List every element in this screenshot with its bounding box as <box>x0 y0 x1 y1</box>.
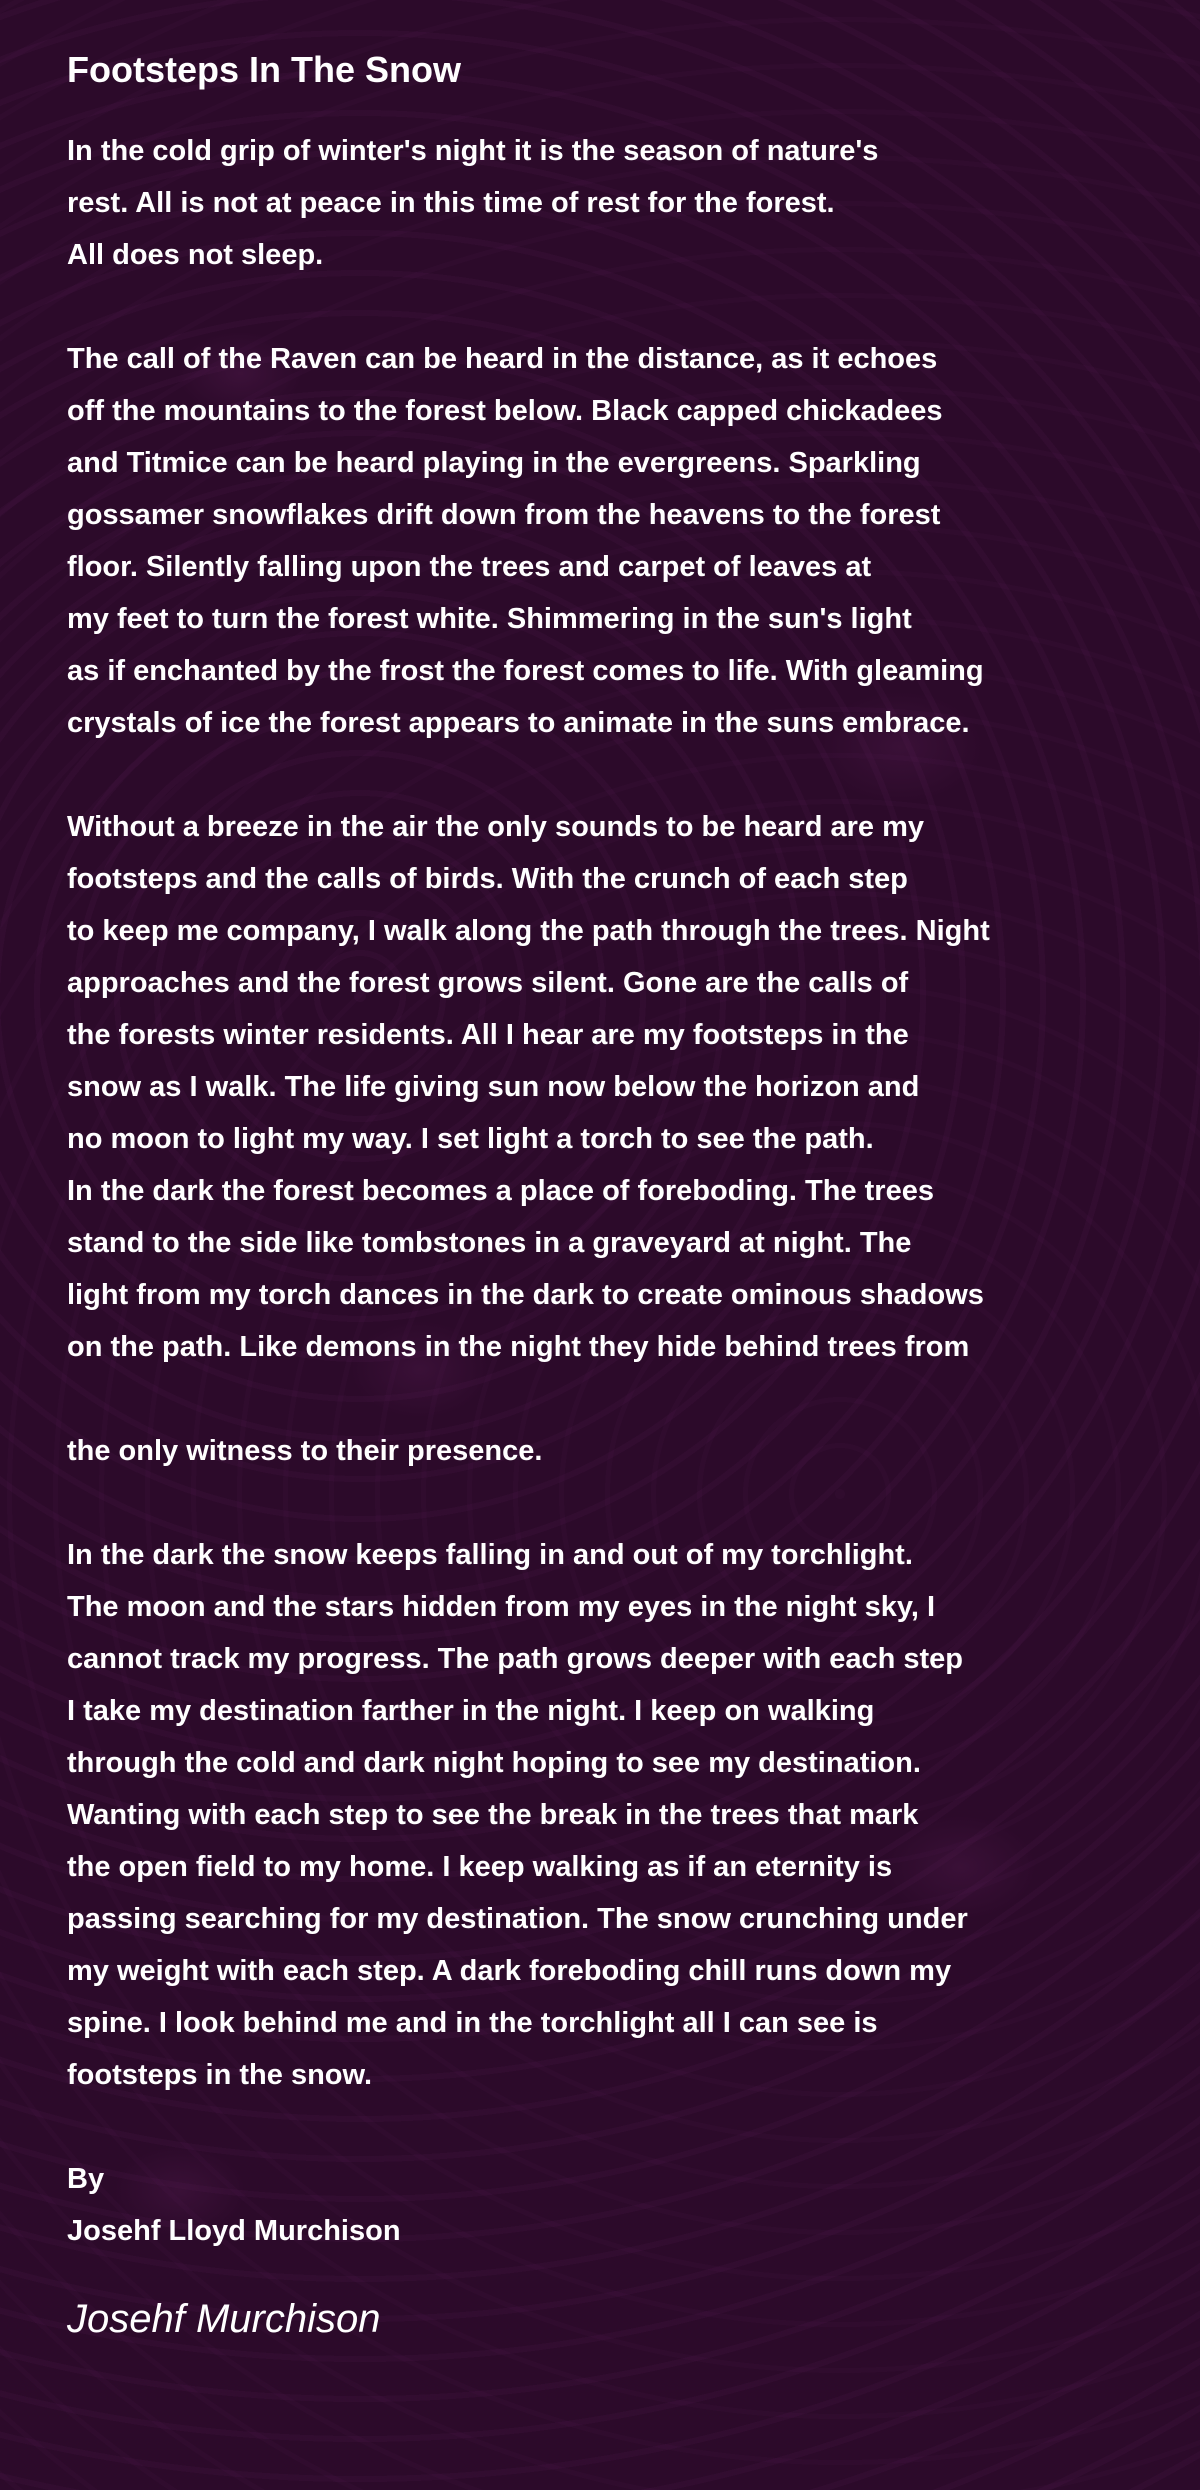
poem-line: as if enchanted by the frost the forest comes to life. With gleaming <box>67 655 984 688</box>
author-signature: Josehf Murchison <box>67 2297 381 2342</box>
poem-line: the forests winter residents. All I hear are my footsteps in the <box>67 1019 909 1052</box>
poem-line: The moon and the stars hidden from my eyes in the night sky, I <box>67 1591 936 1624</box>
poem-body <box>67 125 1147 2101</box>
poem-line: footsteps in the snow. <box>67 2059 373 2092</box>
poem-line: to keep me company, I walk along the path through the trees. Night <box>67 915 990 948</box>
poem-line: In the dark the forest becomes a place of foreboding. The trees <box>67 1175 934 1208</box>
poem-line: approaches and the forest grows silent. Gone are the calls of <box>67 967 909 1000</box>
stanza <box>67 1529 1147 2101</box>
poem-line: In the cold grip of winter's night it is the season of nature's <box>67 135 879 168</box>
poem-line: All does not sleep. <box>67 239 324 272</box>
poem-line: spine. I look behind me and in the torchlight all I can see is <box>67 2007 878 2040</box>
poem-line: footsteps and the calls of birds. With the crunch of each step <box>67 863 908 896</box>
poem-line: snow as I walk. The life giving sun now below the horizon and <box>67 1071 920 1104</box>
poem-container <box>67 48 1147 2342</box>
poem-line: the only witness to their presence. <box>67 1435 543 1468</box>
poem-title: Footsteps In The Snow <box>67 49 461 90</box>
poem-line: cannot track my progress. The path grows deeper with each step <box>67 1643 964 1676</box>
stanza <box>67 333 1147 749</box>
poem-line: off the mountains to the forest below. Black capped chickadees <box>67 395 943 428</box>
poem-line: no moon to light my way. I set light a torch to see the path. <box>67 1123 874 1156</box>
poem-line: stand to the side like tombstones in a graveyard at night. The <box>67 1227 912 1260</box>
poem-line: light from my torch dances in the dark to create ominous shadows <box>67 1279 984 1312</box>
byline <box>67 2153 1147 2257</box>
poem-line: passing searching for my destination. The snow crunching under <box>67 1903 968 1936</box>
poem-line: The call of the Raven can be heard in the distance, as it echoes <box>67 343 938 376</box>
poem-line: and Titmice can be heard playing in the evergreens. Sparkling <box>67 447 921 480</box>
stanza <box>67 801 1147 1373</box>
poem-line: floor. Silently falling upon the trees and carpet of leaves at <box>67 551 872 584</box>
stanza <box>67 125 1147 281</box>
poem-line: on the path. Like demons in the night they hide behind trees from <box>67 1331 970 1364</box>
poem-line: Wanting with each step to see the break in the trees that mark <box>67 1799 919 1832</box>
poem-line: my weight with each step. A dark foreboding chill runs down my <box>67 1955 952 1988</box>
poem-line: crystals of ice the forest appears to animate in the suns embrace. <box>67 707 970 740</box>
by-label: By <box>67 2163 105 2196</box>
stanza <box>67 1425 1147 1477</box>
poem-line: In the dark the snow keeps falling in and out of my torchlight. <box>67 1539 913 1572</box>
poem-line: rest. All is not at peace in this time of rest for the forest. <box>67 187 835 220</box>
poem-line: my feet to turn the forest white. Shimmering in the sun's light <box>67 603 912 636</box>
poem-line: gossamer snowflakes drift down from the heavens to the forest <box>67 499 941 532</box>
poem-line: Without a breeze in the air the only sounds to be heard are my <box>67 811 925 844</box>
poem-line: through the cold and dark night hoping to see my destination. <box>67 1747 921 1780</box>
poem-line: I take my destination farther in the night. I keep on walking <box>67 1695 875 1728</box>
author-name: Josehf Lloyd Murchison <box>67 2215 401 2248</box>
poem-line: the open field to my home. I keep walking as if an eternity is <box>67 1851 893 1884</box>
